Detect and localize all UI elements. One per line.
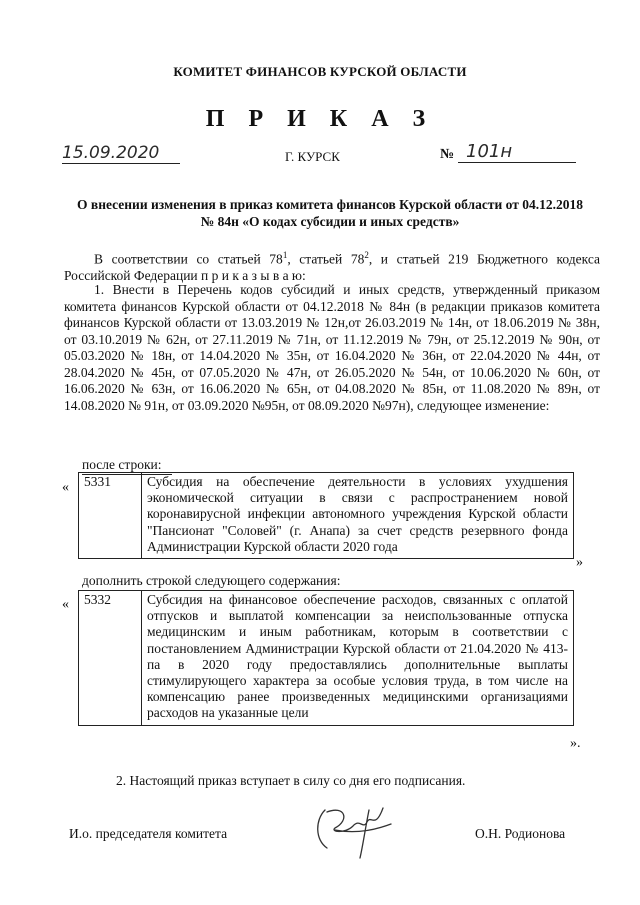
signer-name: О.Н. Родионова bbox=[475, 826, 566, 841]
open-quote-1: « bbox=[62, 480, 69, 495]
handwritten-signature bbox=[305, 800, 395, 860]
preamble-text-1: В соответствии со статьей 78 bbox=[94, 251, 283, 267]
row-description: Субсидия на финансовое обеспечение расходов, связанных с оплатой отпусков и выплатой компенсации за неиспользованные отпуска медицинским и иным работникам, которым в соответствии с постановлением Администрации Курской области от 21.04.2020 № 413-па в 2020 году предоставлялись дополнительные выплаты стимулирующего характера за особые условия труда, в том числе на компенсацию ранее произведенных медицинскими организациями расходов на указанные цели bbox=[142, 591, 574, 726]
table-row bbox=[79, 473, 574, 559]
row-description: Субсидия на обеспечение деятельности в условиях ухудшения экономической ситуации в связи с распространением новой коронавирусной инфекции автономного учреждения Курской области "Пансионат "Соловей" (г. Анапа) за счет средств резервного фонда Администрации Курской области 2020 года bbox=[142, 473, 574, 559]
committee-header: КОМИТЕТ ФИНАНСОВ КУРСКОЙ ОБЛАСТИ bbox=[173, 64, 467, 79]
superscript-1: 1 bbox=[282, 250, 288, 260]
number-label: № bbox=[440, 147, 455, 162]
close-quote-2: ». bbox=[570, 736, 581, 751]
signer-position: И.о. председателя комитета bbox=[69, 826, 228, 841]
preamble-text-2: , статьей 78 bbox=[287, 251, 365, 267]
row-code: 5332 bbox=[79, 591, 142, 726]
table-row bbox=[79, 591, 574, 726]
document-title: П Р И К А З bbox=[205, 106, 435, 132]
order-subject: О внесении изменения в приказ комитета финансов Курской области от 04.12.2018 № 84н «О кодах субсидии и иных средств» bbox=[77, 197, 583, 229]
city: Г. КУРСК bbox=[285, 149, 340, 164]
preamble-paragraph bbox=[64, 247, 600, 285]
clause-2-paragraph: 2. Настоящий приказ вступает в силу со дня его подписания. bbox=[116, 773, 466, 788]
new-row-table bbox=[78, 590, 574, 726]
add-row-label: дополнить строкой следующего содержания: bbox=[82, 573, 372, 591]
open-quote-2: « bbox=[62, 597, 69, 612]
existing-row-table bbox=[78, 472, 574, 559]
order-number: 101н bbox=[458, 141, 576, 163]
after-row-label: после строки: bbox=[82, 457, 172, 475]
preamble-text-3: , и статьей 219 Бюджетного кодекса Российской Федерации п р и к а з ы в а ю: bbox=[64, 251, 600, 283]
clause-1-paragraph bbox=[64, 282, 600, 414]
clause-1-text: 1. Внести в Перечень кодов субсидий и иных средств, утвержденный приказом комитета финансов Курской области от 04.12.2018 № 84н (в редакции приказов комитета финансов Курской области от 13.03.2019 № 12н,от 26.03.2019 № 14н, от 18.06.2019 № 38н, от 03.10.2019 № 62н, от 27.11.2019 № 71н, от 11.12.2019 № 79н, от 25.12.2019 № 90н, от 05.03.2020 № 18н, от 14.04.2020 № 35н, от 16.04.2020 № 36н, от 22.04.2020 № 44н, от 28.04.2020 № 45н, от 07.05.2020 № 47н, от 26.05.2020 № 54н, от 10.06.2020 № 60н, от 16.06.2020 № 63н, от 16.06.2020 № 65н, от 04.08.2020 № 85н, от 11.08.2020 № 89н, от 14.08.2020 № 91н, от 03.09.2020 №95н, от 08.09.2020 №97н), следующее изменение: bbox=[64, 282, 600, 413]
superscript-2: 2 bbox=[364, 250, 369, 260]
order-date: 15.09.2020 bbox=[62, 143, 180, 164]
close-quote-1: » bbox=[576, 555, 583, 570]
row-code: 5331 bbox=[79, 473, 142, 559]
